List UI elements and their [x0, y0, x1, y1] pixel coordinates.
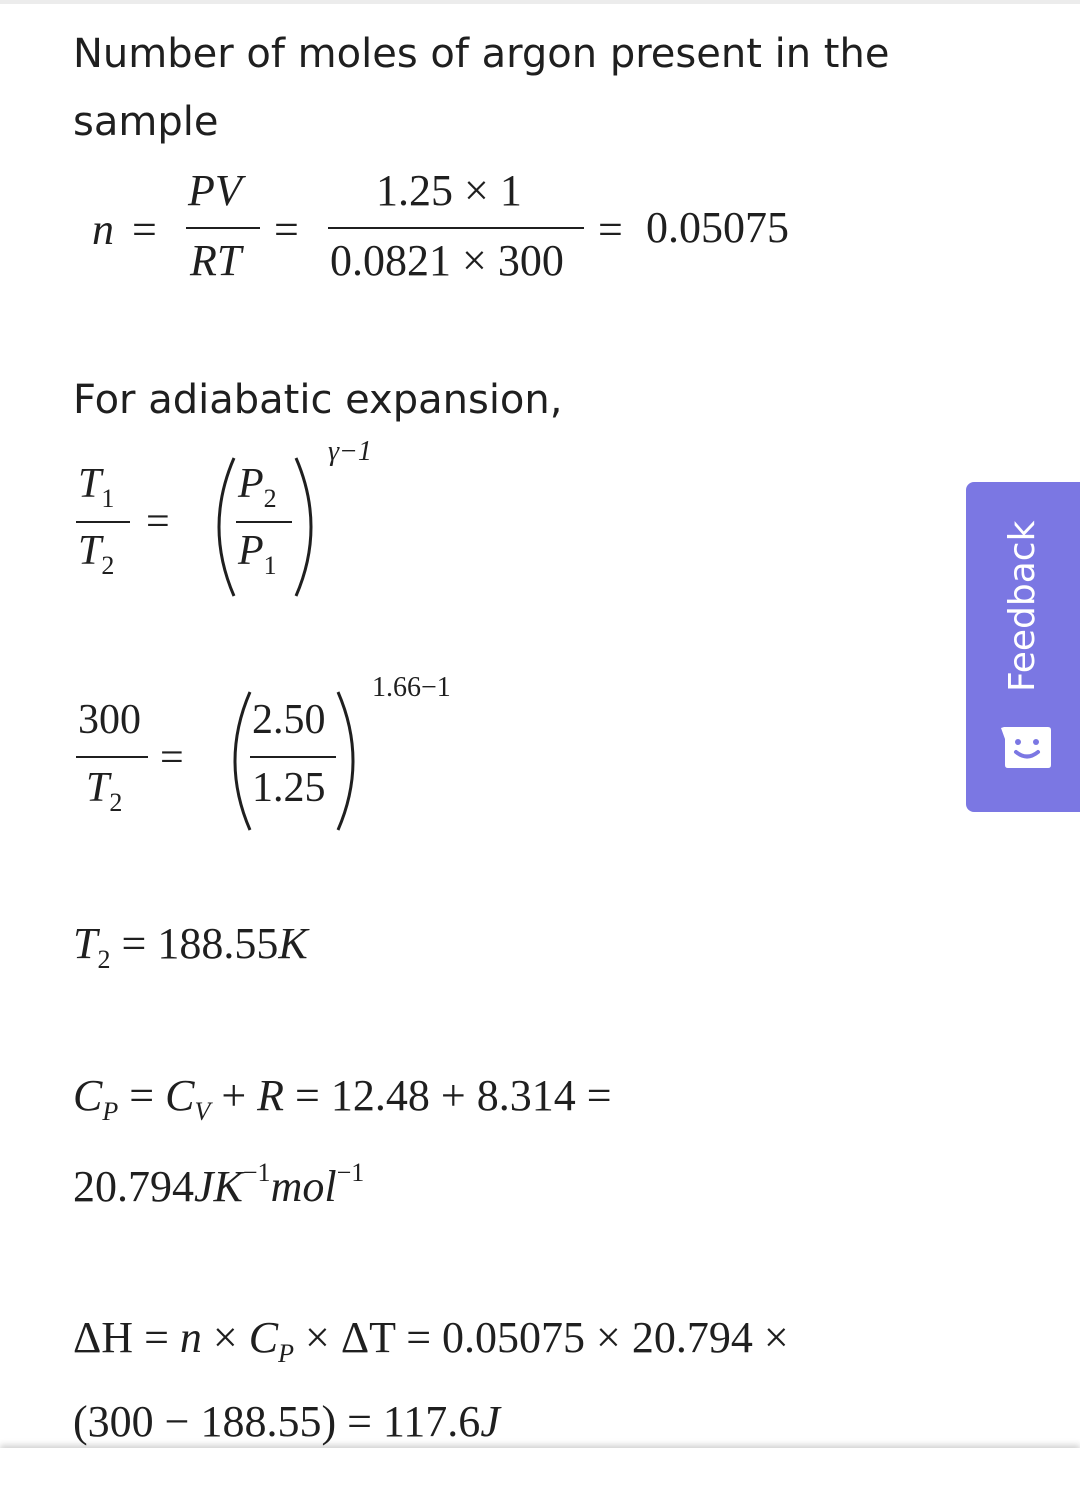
eq1-equals-1: =: [132, 205, 157, 254]
eq3-left-paren: [216, 688, 256, 834]
eq6-line2: (300 − 188.55) = 117.6J: [73, 1397, 500, 1446]
eq1-lhs: n: [92, 205, 114, 254]
eq2-rhs-num: $P_2$: [238, 461, 277, 513]
eq2-rhs-bar: [236, 521, 292, 523]
eq3-equals: =: [160, 735, 184, 781]
eq2-num: $T_1$: [78, 461, 115, 513]
eq5-line2: $20.794JK^{-1}mol^{-1}$: [73, 1158, 365, 1211]
adiabatic-text: For adiabatic expansion,: [73, 377, 563, 423]
eq2-equals: =: [146, 499, 170, 545]
bottom-bar: [0, 1448, 1080, 1490]
eq1-frac1-num: PV: [188, 166, 242, 215]
eq3-exponent: 1.66−1: [372, 672, 451, 703]
eq1-result: 0.05075: [646, 203, 789, 252]
eq1-frac2-num: 1.25 × 1: [376, 166, 522, 215]
eq2-exponent: γ−1: [328, 436, 372, 467]
eq3-right-paren: [332, 688, 372, 834]
eq1-equals-2: =: [274, 205, 299, 254]
eq3-lhs-den: $T_2$: [86, 765, 123, 817]
eq2-lhs-bar: [76, 521, 130, 523]
eq3-rhs-num: 2.50: [252, 697, 326, 743]
intro-text: Number of moles of argon present in the sample: [73, 31, 890, 145]
eq2-right-paren: [290, 454, 330, 600]
smiley-chat-icon: [1000, 725, 1052, 769]
eq6-line1: $\Delta H = n \times C_P \times \Delta T = 0.05075 \times 20.794$ ×: [73, 1313, 789, 1368]
eq1-frac1-bar: [186, 227, 260, 229]
top-divider: [0, 0, 1080, 4]
eq1-frac2-den: 0.0821 × 300: [330, 236, 564, 285]
eq5-line1: $C_P = C_V + R = 12.48 + 8.314$ =: [73, 1071, 612, 1126]
eq2-left-paren: [200, 454, 240, 600]
eq3-rhs-den: 1.25: [252, 765, 326, 811]
eq3-lhs-bar: [76, 756, 148, 758]
eq1-frac1-den: RT: [190, 236, 242, 285]
eq2-rhs-den: $P_1$: [238, 528, 277, 580]
eq2-den: $T_2$: [78, 528, 115, 580]
eq3-lhs-num: 300: [78, 697, 141, 743]
feedback-label: Feedback: [1002, 520, 1043, 692]
eq3-rhs-bar: [250, 756, 336, 758]
eq1-equals-3: =: [598, 205, 623, 254]
equation-final-temperature: $T_2 = 188.55K$: [73, 919, 308, 974]
eq1-frac2-bar: [328, 227, 584, 229]
